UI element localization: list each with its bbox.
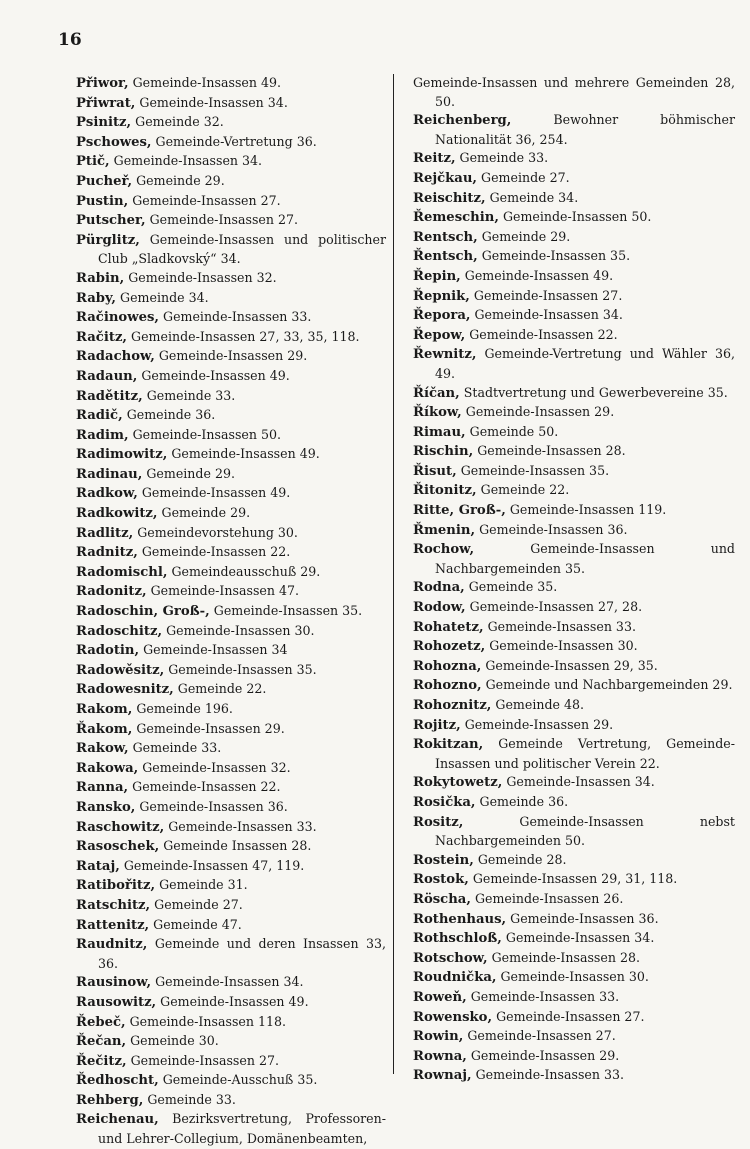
index-entry (413, 501, 735, 521)
entry-place-name: Račitz, (76, 329, 128, 345)
entry-details: Gemeinde-Insassen 34. (155, 974, 304, 990)
entry-place-name: Řečan, (76, 1034, 127, 1050)
right-column (413, 74, 735, 1086)
entry-details: Gemeinde 33. (146, 387, 236, 403)
index-entry (76, 1052, 386, 1072)
entry-place-name: Ratschitz, (76, 897, 151, 913)
index-entry (76, 504, 386, 524)
page-number: 16 (58, 30, 82, 50)
entry-details: Gemeinde 29. (481, 228, 571, 244)
entry-place-name: Radowesnitz, (76, 682, 174, 698)
entry-place-name: Řisut, (413, 463, 457, 479)
index-entry (413, 949, 735, 969)
entry-details: Gemeinde 196. (136, 701, 233, 716)
entry-details: Gemeinde-Insassen 34 (143, 642, 288, 658)
entry-place-name: Raudnitz, (76, 937, 148, 953)
index-entry (76, 720, 386, 740)
entry-details: Gemeinde-Ausschuß 35. (162, 1072, 318, 1088)
entry-details: Gemeinde 30. (130, 1033, 219, 1049)
index-entry (76, 837, 386, 857)
entry-details: Gemeinde-Insassen 36. (479, 521, 628, 537)
entry-details: Gemeinde-Insassen 27. (467, 1028, 616, 1044)
entry-details: Gemeinde-Insassen 36. (510, 910, 659, 926)
entry-details: Gemeinde 33. (132, 740, 222, 756)
index-entry (413, 813, 735, 851)
entry-details: Gemeinde-Insassen 27, 28. (469, 599, 643, 615)
index-entry (413, 716, 735, 736)
entry-details: Gemeinde 22. (480, 482, 570, 498)
index-entry (76, 269, 386, 289)
entry-place-name: Radinau, (76, 466, 143, 482)
entry-place-name: Röscha, (413, 891, 471, 907)
entry-place-name: Rothschloß, (413, 931, 502, 947)
index-entry (76, 993, 386, 1013)
entry-place-name: Radimowitz, (76, 447, 168, 463)
entry-details: Gemeinde 31. (159, 877, 248, 893)
entry-details: Gemeinde-Insassen 29. (465, 404, 615, 420)
index-entry (413, 988, 735, 1008)
entry-place-name: Račinowes, (76, 310, 159, 326)
index-entry (413, 403, 735, 423)
entry-details: Gemeinde 28. (477, 851, 567, 867)
entry-place-name: Přiwor, (76, 76, 129, 91)
index-entry (413, 696, 735, 716)
entry-place-name: Řepora, (413, 308, 471, 324)
index-entry (413, 228, 735, 248)
entry-details: Gemeinde-Insassen 29. (464, 716, 614, 732)
entry-place-name: Radowěsitz, (76, 662, 165, 678)
entry-details: Gemeinde-Insassen und Nachbargemeinden 35. (435, 541, 735, 576)
entry-place-name: Radonitz, (76, 584, 147, 600)
entry-details: Gemeinde-Insassen 50. (132, 426, 282, 442)
entry-details: Gemeinde-Insassen 35. (213, 603, 363, 619)
entry-details: Gemeinde 29. (136, 172, 225, 188)
entry-details: Gemeinde und Nachbargemeinden 29. (485, 677, 733, 693)
entry-place-name: Rodna, (413, 580, 465, 596)
entry-place-name: Rakom, (76, 702, 133, 717)
index-entry (76, 798, 386, 818)
entry-place-name: Rochow, (413, 542, 475, 558)
entry-details: Gemeinde-Insassen 29. (470, 1047, 620, 1063)
entry-place-name: Rabin, (76, 270, 125, 286)
entry-details: Gemeinde 36. (479, 793, 569, 809)
entry-details: Gemeinde-Insassen 22. (141, 544, 291, 560)
entry-details: Gemeinde-Insassen 30. (489, 638, 638, 654)
entry-place-name: Rotschow, (413, 950, 488, 966)
entry-place-name: Pschowes, (76, 134, 152, 150)
index-entry (413, 929, 735, 949)
index-entry (76, 700, 386, 720)
entry-place-name: Pustin, (76, 193, 129, 209)
entry-details: Gemeinde-Insassen 34. (505, 930, 655, 946)
entry-place-name: Radotin, (76, 643, 140, 659)
entry-details: Gemeinde-Insassen 29. (136, 720, 285, 736)
entry-details: Gemeinde 27. (481, 169, 570, 185)
index-entry (76, 484, 386, 504)
index-entry (76, 876, 386, 896)
index-entry (413, 306, 735, 326)
index-entry (413, 111, 735, 149)
index-entry (413, 578, 735, 598)
entry-place-name: Řečitz, (76, 1053, 127, 1069)
index-entry (76, 192, 386, 212)
index-entry (76, 133, 386, 153)
entry-details: Gemeinde-Insassen 33. (470, 988, 620, 1004)
entry-details: Gemeinde-Insassen 22. (469, 326, 618, 342)
entry-place-name: Řepow, (413, 327, 466, 343)
index-entry (413, 793, 735, 813)
entry-details: Gemeinde-Insassen 49. (464, 267, 614, 283)
entry-place-name: Radaun, (76, 368, 138, 384)
entry-details: Gemeinde-Insassen 29. (158, 348, 308, 364)
entry-place-name: Rohozno, (413, 678, 482, 694)
entry-place-name: Raschowitz, (76, 819, 165, 835)
entry-place-name: Reitz, (413, 151, 456, 167)
entry-place-name: Rowna, (413, 1048, 467, 1064)
entry-details: Gemeinde-Insassen nebst Nachbargemeinden 50. (435, 813, 735, 849)
entry-place-name: Řepnik, (413, 288, 470, 304)
entry-details: Gemeinde-Insassen 36. (139, 798, 288, 814)
entry-details: Gemeinde-Insassen 27. (473, 287, 623, 303)
index-entry (413, 657, 735, 677)
index-entry (413, 521, 735, 541)
entry-details: Gemeinde 22. (177, 681, 267, 697)
index-entry (413, 442, 735, 462)
entry-place-name: Řakom, (76, 721, 133, 737)
entry-place-name: Rositz, (413, 814, 464, 830)
index-entry (76, 973, 386, 993)
entry-details: Gemeinde-Insassen 118. (129, 1013, 287, 1029)
entry-details: Gemeinde-Insassen 28. (477, 443, 626, 459)
index-entry (76, 896, 386, 916)
entry-place-name: Řmenin, (413, 522, 476, 538)
entry-place-name: Rehberg, (76, 1092, 144, 1108)
entry-place-name: Rentsch, (413, 229, 478, 245)
index-entry (413, 247, 735, 267)
index-entry (76, 152, 386, 172)
index-entry (76, 74, 386, 94)
index-entry (413, 74, 735, 111)
index-entry (413, 851, 735, 871)
entry-place-name: Reischitz, (413, 190, 486, 206)
entry-place-name: Rischin, (413, 444, 474, 460)
entry-place-name: Ritte, Groß-, (413, 503, 506, 519)
index-entry (413, 1008, 735, 1028)
column-divider (393, 74, 394, 1074)
entry-details: Gemeinde-Insassen und politischer Club „Sladkovský“ 34. (98, 231, 386, 267)
entry-place-name: Ředhoscht, (76, 1073, 159, 1089)
entry-place-name: Roweň, (413, 989, 467, 1005)
entry-place-name: Řemeschin, (413, 210, 499, 226)
index-entry (76, 406, 386, 426)
index-entry (413, 773, 735, 793)
index-entry (413, 287, 735, 307)
index-entry (76, 113, 386, 133)
entry-place-name: Rokytowetz, (413, 775, 503, 791)
entry-place-name: Raby, (76, 290, 117, 306)
entry-details: Gemeinde-Insassen 119. (509, 502, 667, 518)
entry-details: Gemeinde-Insassen 49. (141, 485, 291, 501)
entry-details: Gemeinde 27. (154, 896, 243, 912)
entry-details: Gemeinde-Insassen 29, 31, 118. (472, 871, 678, 887)
index-entry (413, 345, 735, 383)
entry-details: Gemeinde-Insassen 34. (113, 153, 263, 169)
index-entry (76, 524, 386, 544)
entry-place-name: Rausowitz, (76, 994, 157, 1010)
entry-details: Gemeinde-Insassen 49. (160, 993, 309, 1009)
entry-place-name: Rowensko, (413, 1009, 493, 1025)
index-entry (76, 857, 386, 877)
entry-details: Gemeinde-Insassen 49. (141, 367, 290, 383)
index-entry (76, 582, 386, 602)
entry-place-name: Rimau, (413, 424, 466, 440)
entry-details: Gemeinde-Vertretung und Wähler 36, 49. (435, 346, 735, 381)
index-entry (76, 1013, 386, 1033)
entry-details: Gemeindeausschuß 29. (171, 563, 321, 579)
index-entry (413, 384, 735, 404)
index-entry (76, 563, 386, 583)
index-entry (76, 622, 386, 642)
entry-place-name: Řitonitz, (413, 483, 477, 499)
index-entry (76, 778, 386, 798)
entry-details: Gemeinde-Insassen 49. (132, 75, 282, 90)
entry-details: Gemeindevorstehung 30. (137, 524, 298, 540)
index-entry (413, 326, 735, 346)
index-entry (76, 231, 386, 269)
entry-place-name: Rokitzan, (413, 737, 484, 753)
entry-place-name: Přiwrat, (76, 95, 136, 111)
index-entry (76, 289, 386, 309)
entry-details: Gemeinde 33. (459, 150, 549, 166)
entry-place-name: Rowin, (413, 1029, 464, 1045)
entry-details: Gemeinde-Insassen 27, 33, 35, 118. (131, 328, 360, 344)
entry-details: Gemeinde-Insassen und mehrere Gemeinden 28, 50. (413, 75, 735, 109)
entry-details: Gemeinde-Insassen 32. (142, 759, 291, 775)
index-entry (413, 637, 735, 657)
index-entry (76, 172, 386, 192)
entry-details: Gemeinde 32. (135, 114, 224, 130)
entry-place-name: Rattenitz, (76, 917, 150, 933)
entry-details: Gemeinde-Insassen 28. (491, 949, 640, 965)
index-entry (413, 267, 735, 287)
index-entry (413, 1047, 735, 1067)
index-entry (413, 169, 735, 189)
entry-details: Gemeinde 34. (120, 289, 209, 305)
entry-place-name: Rothenhaus, (413, 911, 507, 927)
index-entry (76, 387, 386, 407)
entry-place-name: Rohoznitz, (413, 698, 492, 713)
entry-place-name: Říčan, (413, 385, 460, 401)
entry-place-name: Radachow, (76, 349, 155, 365)
index-entry (413, 735, 735, 773)
index-entry (413, 968, 735, 988)
entry-place-name: Puchеř, (76, 173, 133, 189)
index-entry (76, 445, 386, 465)
entry-details: Gemeinde-Insassen 35. (168, 661, 317, 677)
index-entry (413, 540, 735, 578)
entry-place-name: Řewnitz, (413, 347, 477, 363)
entry-place-name: Radkowitz, (76, 506, 158, 522)
index-entry (76, 661, 386, 681)
entry-details: Stadtvertretung und Gewerbevereine 35. (463, 384, 728, 400)
entry-place-name: Putscher, (76, 213, 146, 229)
entry-details: Gemeinde-Insassen 33. (487, 618, 636, 634)
entry-place-name: Ptič, (76, 154, 110, 170)
entry-details: Gemeinde-Insassen 27. (149, 212, 299, 228)
entry-place-name: Říkow, (413, 405, 462, 421)
entry-place-name: Pürglitz, (76, 232, 140, 248)
index-entry (76, 367, 386, 387)
entry-details: Gemeinde 36. (126, 407, 216, 423)
entry-place-name: Rataj, (76, 858, 120, 874)
entry-place-name: Rasoschek, (76, 839, 160, 855)
index-entry (413, 1066, 735, 1086)
entry-place-name: Rohozna, (413, 658, 482, 674)
entry-place-name: Ratibořitz, (76, 878, 156, 894)
entry-place-name: Roudnička, (413, 970, 497, 986)
index-entry (76, 465, 386, 485)
index-entry (413, 481, 735, 501)
index-entry (76, 641, 386, 661)
entry-details: Gemeinde-Insassen 34. (139, 94, 288, 110)
entry-details: Gemeinde-Insassen 34. (474, 307, 623, 323)
entry-place-name: Rejčkau, (413, 170, 478, 186)
entry-details: Gemeinde-Insassen 27. (130, 1052, 279, 1068)
index-entry (76, 543, 386, 563)
index-entry (413, 598, 735, 618)
entry-place-name: Rodow, (413, 600, 466, 616)
index-entry (76, 916, 386, 936)
entry-details: Gemeinde-Vertretung 36. (155, 133, 317, 149)
index-entry (76, 1032, 386, 1052)
index-entry (76, 328, 386, 348)
index-entry (76, 739, 386, 759)
entry-details: Gemeinde 48. (495, 697, 585, 712)
entry-details: Gemeinde-Insassen 32. (128, 269, 277, 285)
entry-details: Gemeinde 29. (161, 505, 251, 521)
entry-details: Gemeinde 33. (147, 1091, 236, 1107)
entry-place-name: Ranna, (76, 780, 129, 796)
entry-place-name: Řebeč, (76, 1014, 126, 1030)
entry-place-name: Rakowa, (76, 760, 139, 776)
index-entry (76, 426, 386, 446)
index-entry (413, 462, 735, 482)
index-entry (413, 189, 735, 209)
index-entry (413, 890, 735, 910)
left-column (76, 74, 386, 1149)
entry-place-name: Radnitz, (76, 545, 138, 561)
entry-details: Gemeinde Vertretung, Gemeinde-Insassen und politischer Verein 22. (435, 736, 735, 771)
entry-place-name: Radim, (76, 427, 129, 443)
index-entry (413, 910, 735, 930)
entry-details: Gemeinde 35. (468, 579, 558, 595)
entry-place-name: Rojitz, (413, 717, 461, 733)
entry-place-name: Radoschitz, (76, 623, 163, 639)
entry-details: Gemeinde-Insassen 50. (502, 209, 652, 225)
entry-details: Gemeinde-Insassen 33. (475, 1067, 625, 1083)
entry-details: Gemeinde-Insassen 27. (496, 1008, 645, 1024)
entry-details: Gemeinde 29. (146, 465, 235, 481)
entry-details: Gemeinde-Insassen 33. (168, 818, 317, 834)
entry-details: Gemeinde-Insassen 30. (500, 969, 649, 985)
entry-details: Gemeinde-Insassen 49. (171, 446, 320, 462)
entry-place-name: Radlitz, (76, 525, 134, 541)
entry-details: Gemeinde-Insassen 35. (460, 462, 610, 478)
entry-details: Gemeinde und deren Insassen 33, 36. (98, 936, 386, 971)
index-entry (413, 870, 735, 890)
entry-place-name: Rostein, (413, 852, 474, 868)
entry-details: Gemeinde-Insassen 35. (481, 248, 631, 264)
index-entry (413, 423, 735, 443)
entry-place-name: Rohatetz, (413, 619, 484, 635)
entry-details: Gemeinde-Insassen 47, 119. (123, 857, 305, 873)
index-entry (76, 94, 386, 114)
index-entry (76, 1091, 386, 1111)
entry-details: Gemeinde-Insassen 34. (506, 774, 655, 790)
entry-place-name: Radoschin, Groß-, (76, 604, 210, 620)
entry-place-name: Rostok, (413, 872, 469, 888)
entry-details: Gemeinde-Insassen 22. (132, 779, 281, 795)
entry-place-name: Radkow, (76, 486, 138, 502)
index-entry (76, 308, 386, 328)
entry-place-name: Rakow, (76, 741, 129, 757)
entry-place-name: Reichenau, (76, 1112, 159, 1128)
index-entry (76, 1110, 386, 1148)
entry-place-name: Rosička, (413, 794, 476, 810)
index-entry (76, 680, 386, 700)
entry-place-name: Ransko, (76, 799, 136, 815)
index-entry (76, 935, 386, 973)
entry-place-name: Psinitz, (76, 115, 132, 131)
entry-place-name: Radětitz, (76, 388, 143, 404)
entry-place-name: Rownaj, (413, 1068, 472, 1084)
entry-details: Gemeinde-Insassen 47. (150, 583, 300, 599)
entry-details: Gemeinde-Insassen 30. (166, 622, 315, 638)
entry-place-name: Rohozetz, (413, 639, 486, 655)
entry-place-name: Radomischl, (76, 564, 168, 580)
entry-details: Bezirksvertretung, Professoren- und Lehrer-Collegium, Domänenbeamten, (98, 1111, 386, 1147)
entry-place-name: Řepin, (413, 268, 461, 284)
entry-details: Gemeinde-Insassen 29, 35. (485, 657, 658, 673)
entry-details: Bewohner böhmischer Nationalität 36, 254. (435, 112, 735, 147)
index-entry (413, 618, 735, 638)
index-entry (413, 208, 735, 228)
index-entry (76, 1071, 386, 1091)
index-entry (76, 818, 386, 838)
entry-place-name: Radič, (76, 408, 123, 424)
entry-details: Gemeinde-Insassen 26. (474, 890, 624, 906)
entry-details: Gemeinde 47. (153, 916, 242, 932)
index-entry (413, 676, 735, 696)
entry-details: Gemeinde 34. (489, 189, 579, 205)
entry-place-name: Řentsch, (413, 249, 478, 265)
index-entry (76, 347, 386, 367)
entry-details: Gemeinde 50. (469, 423, 559, 439)
index-entry (76, 602, 386, 622)
entry-details: Gemeinde-Insassen 33. (163, 309, 312, 325)
index-entry (413, 1027, 735, 1047)
entry-place-name: Rausinow, (76, 975, 152, 991)
index-entry (76, 211, 386, 231)
entry-details: Gemeinde Insassen 28. (163, 838, 312, 854)
index-entry (413, 149, 735, 169)
entry-place-name: Reichenberg, (413, 113, 512, 129)
index-entry (76, 759, 386, 779)
entry-details: Gemeinde-Insassen 27. (132, 192, 281, 208)
